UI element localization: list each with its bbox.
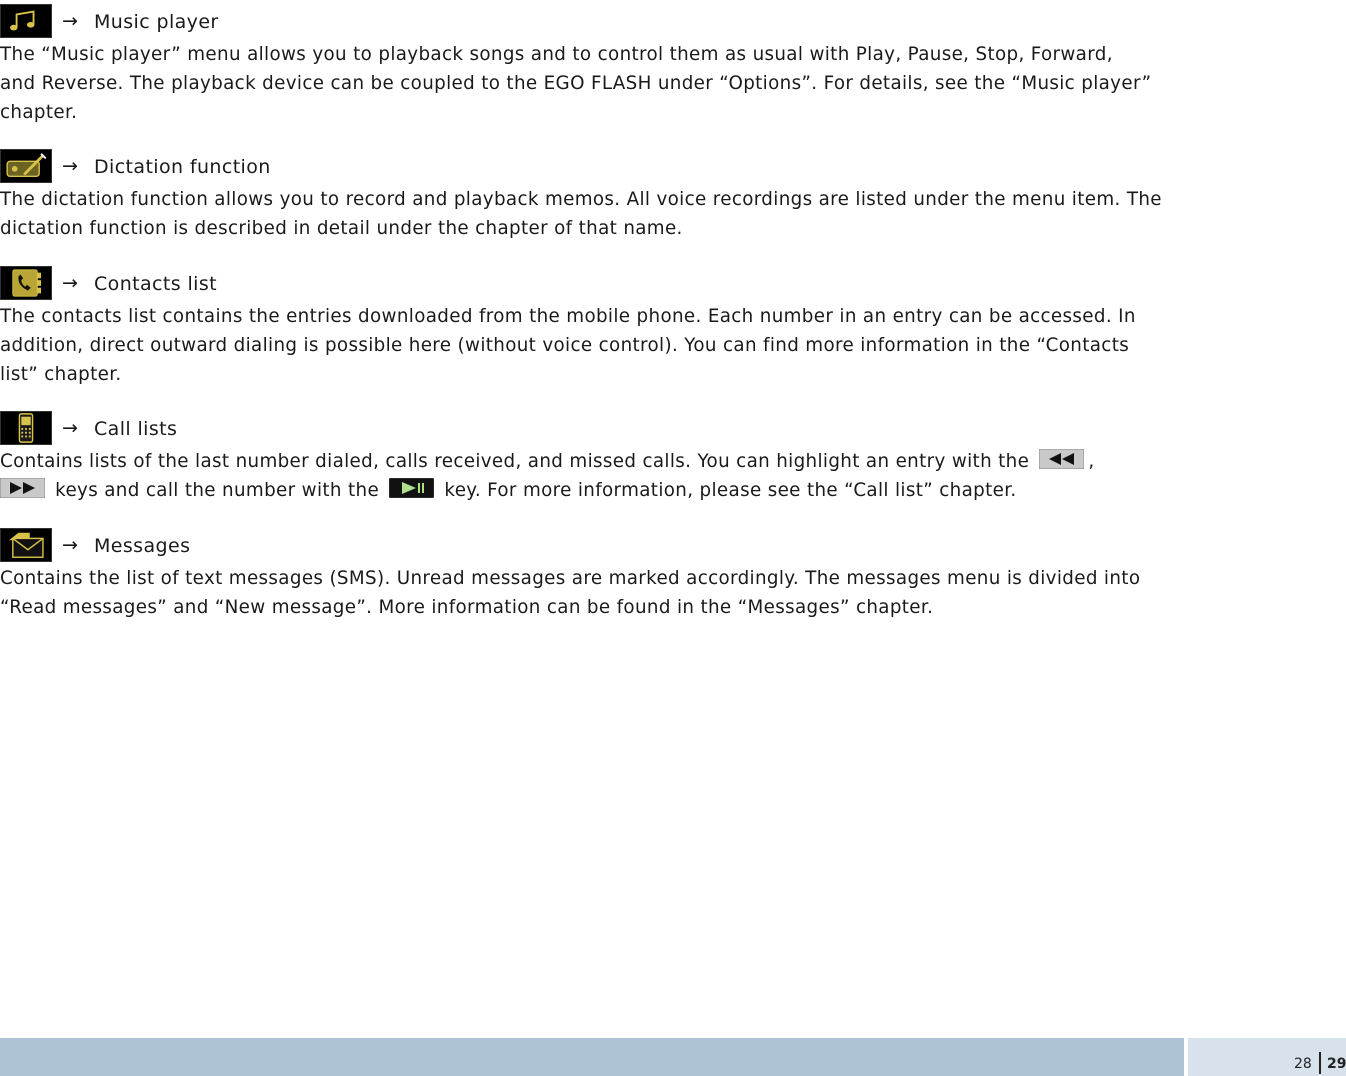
footer-page-panel: [1188, 1038, 1346, 1076]
section-heading: Dictation function: [94, 156, 271, 178]
rewind-key-icon: [1039, 449, 1084, 469]
section-contacts-list: [0, 266, 1180, 389]
section-dictation-function: [0, 149, 1180, 243]
arrow-glyph: →: [62, 10, 78, 32]
section-paragraph: [0, 447, 1180, 505]
paragraph-line: chapter.: [0, 102, 78, 123]
section-paragraph: [0, 40, 1180, 127]
arrow-glyph: →: [62, 534, 78, 556]
section-header: [0, 266, 1180, 302]
paragraph-line: and Reverse. The playback device can be coupled to the EGO FLASH under “Options”. For details, see the “Music player”: [0, 73, 1152, 94]
arrow-glyph: →: [62, 155, 78, 177]
paragraph-line: “Read messages” and “New message”. More information can be found in the “Messages” chapter.: [0, 597, 934, 618]
paragraph-line: Contains the list of text messages (SMS). Unread messages are marked accordingly. The messages menu is divided into: [0, 568, 1141, 589]
page-number-divider: [1319, 1052, 1321, 1074]
paragraph-line: list” chapter.: [0, 364, 122, 385]
section-header: [0, 4, 1180, 40]
call-lists-text-b: keys and call the number with the: [55, 480, 380, 501]
paragraph-line: The “Music player” menu allows you to playback songs and to control them as usual with Play, Pause, Stop, Forward,: [0, 44, 1113, 65]
section-header: [0, 411, 1180, 447]
section-heading: Messages: [94, 535, 191, 557]
section-messages: [0, 528, 1180, 622]
paragraph-line: The contacts list contains the entries downloaded from the mobile phone. Each number in an entry can be accessed. In: [0, 306, 1136, 327]
section-paragraph: [0, 185, 1180, 243]
call-lists-comma: ,: [1088, 451, 1095, 472]
music-note-icon: [0, 4, 52, 38]
section-heading: Music player: [94, 11, 219, 33]
play-pause-key-icon: [389, 478, 434, 498]
section-header: [0, 149, 1180, 185]
messages-envelope-icon: [0, 528, 52, 562]
call-lists-text-c: key. For more information, please see the “Call list” chapter.: [444, 480, 1017, 501]
section-header: [0, 528, 1180, 564]
section-call-lists: [0, 411, 1180, 505]
section-paragraph: [0, 302, 1180, 389]
paragraph-line: The dictation function allows you to record and playback memos. All voice recordings are listed under the menu item. The: [0, 189, 1162, 210]
forward-key-icon: [0, 478, 45, 498]
paragraph-line: addition, direct outward dialing is possible here (without voice control). You can find more information in the “Contacts: [0, 335, 1130, 356]
footer-bar: [0, 1038, 1184, 1076]
mobile-phone-icon: [0, 411, 52, 445]
page-number-right: 29: [1327, 1056, 1346, 1072]
section-music-player: [0, 4, 1180, 127]
call-lists-text-a: Contains lists of the last number dialed, calls received, and missed calls. You can highlight an entry with the: [0, 451, 1030, 472]
arrow-glyph: →: [62, 417, 78, 439]
paragraph-line: dictation function is described in detail under the chapter of that name.: [0, 218, 683, 239]
paragraph-line: [0, 447, 1180, 476]
arrow-glyph: →: [62, 272, 78, 294]
paragraph-line: [0, 476, 1180, 505]
page-number-left: 28: [1294, 1056, 1312, 1072]
phonebook-icon: [0, 266, 52, 300]
section-heading: Contacts list: [94, 273, 217, 295]
section-paragraph: [0, 564, 1180, 622]
dictation-pen-icon: [0, 149, 52, 183]
section-heading: Call lists: [94, 418, 178, 440]
